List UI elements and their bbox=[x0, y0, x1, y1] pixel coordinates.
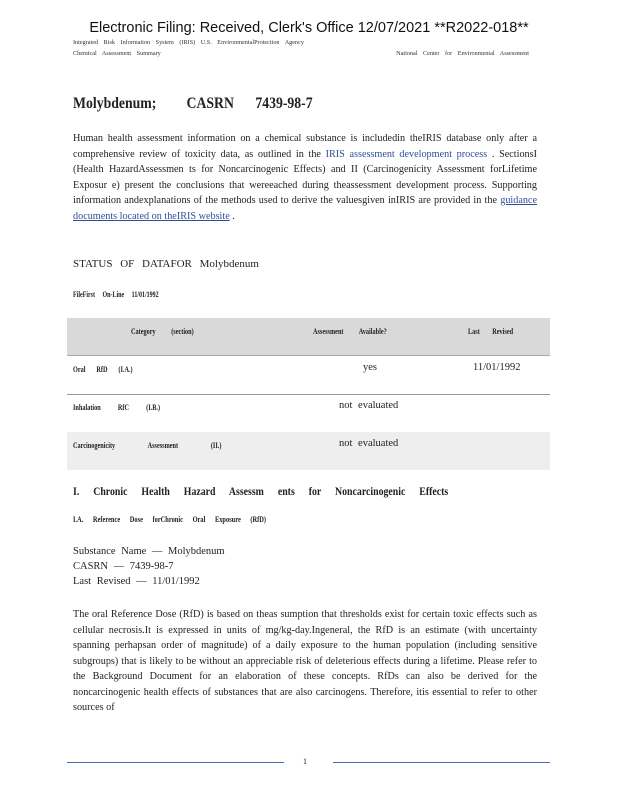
intro-text-1: Human health assessment information on a chemical substance is includedin theIRIS database only after a comprehensive review of toxicity data, as outlined in the bbox=[73, 133, 537, 160]
last-revised-line: Last Revised — 11/01/1992 bbox=[73, 576, 200, 587]
table-row bbox=[67, 432, 550, 470]
page-number: 1 bbox=[303, 757, 307, 766]
casrn-line: CASRN — 7439-98-7 bbox=[73, 561, 174, 572]
guidance-documents-link[interactable]: guidance documents located on theIRIS website bbox=[73, 195, 537, 222]
header-category: Category (section) bbox=[131, 327, 194, 336]
filing-stamp: Electronic Filing: Received, Clerk's Office 12/07/2021 **R2022-018** bbox=[89, 20, 529, 36]
page-title bbox=[73, 95, 313, 113]
intro-text-3: . bbox=[229, 210, 235, 222]
file-first-online: FileFirst On-Line 11/01/1992 bbox=[73, 290, 159, 299]
row-category: Carcinogenicity Assessment (II.) bbox=[73, 441, 222, 450]
intro-paragraph bbox=[73, 131, 537, 224]
row-available: yes bbox=[363, 362, 377, 373]
header-line-2-left: Chemical Assessment Summary bbox=[73, 50, 161, 57]
substance-name: Substance Name — Molybdenum bbox=[73, 546, 225, 557]
row-available: not evaluated bbox=[339, 400, 399, 411]
table-row bbox=[67, 356, 550, 395]
status-table-header bbox=[67, 318, 550, 356]
casrn-label: CASRN bbox=[186, 95, 234, 112]
footer-rule-left bbox=[67, 762, 284, 763]
subsection-heading: I.A. Reference Dose forChronic Oral Exposure (RfD) bbox=[73, 515, 267, 524]
casrn-value: 7439-98-7 bbox=[255, 95, 313, 112]
section-heading: I. Chronic Health Hazard Assessm ents for Noncarcinogenic Effects bbox=[73, 484, 449, 498]
footer-rule-right bbox=[333, 762, 550, 763]
row-revised: 11/01/1992 bbox=[473, 362, 521, 373]
rfd-paragraph: The oral Reference Dose (RfD) is based on theas sumption that thresholds exist for certain toxic effects such as cellular necrosis.It is expressed in units of mg/kg-day.Ingeneral, the RfD is an estimate (with uncertainty spanning perhapsan order of magnitude) of a daily exposure to the human population (including sensitive subgroups) that is likely to be without an appreciable risk of deleterious effects during a lifetime. Please refer to the Background Document for an elaboration of these concepts. RfDs can also be derived for the noncarcinogenic health effects of substances that are also carcinogens. Therefore, itis essential to refer to other sources of bbox=[73, 609, 537, 713]
header-revised: Last Revised bbox=[468, 327, 514, 336]
header-available: Assessment Available? bbox=[313, 327, 387, 336]
row-category: Inhalation RfC (I.B.) bbox=[73, 403, 161, 412]
row-available: not evaluated bbox=[339, 438, 399, 449]
row-category: Oral RfD (I.A.) bbox=[73, 365, 133, 374]
intro-text-2: . SectionsI (Health HazardAssessmen ts for Noncarcinogenic Effects) and II (Carcinogenicity Assessment forLifetime Exposur e) present the conclusions that wereeached during theassessment development process. Supporting information andexplanations of the methods used to derive the valuesgiven inIRIS are provided in the bbox=[73, 148, 537, 206]
chemical-name: Molybdenum; bbox=[73, 95, 157, 112]
header-line-2-right: National Center for Environmental Assessment bbox=[396, 50, 529, 57]
header-line-1: Integrated Risk Information System (IRIS) U.S. EnvironmentalProtection Agency bbox=[73, 39, 304, 46]
iris-process-link[interactable]: IRIS assessment development process bbox=[325, 148, 488, 160]
table-row bbox=[67, 394, 550, 433]
status-heading: STATUS OF DATAFOR Molybdenum bbox=[73, 258, 259, 270]
